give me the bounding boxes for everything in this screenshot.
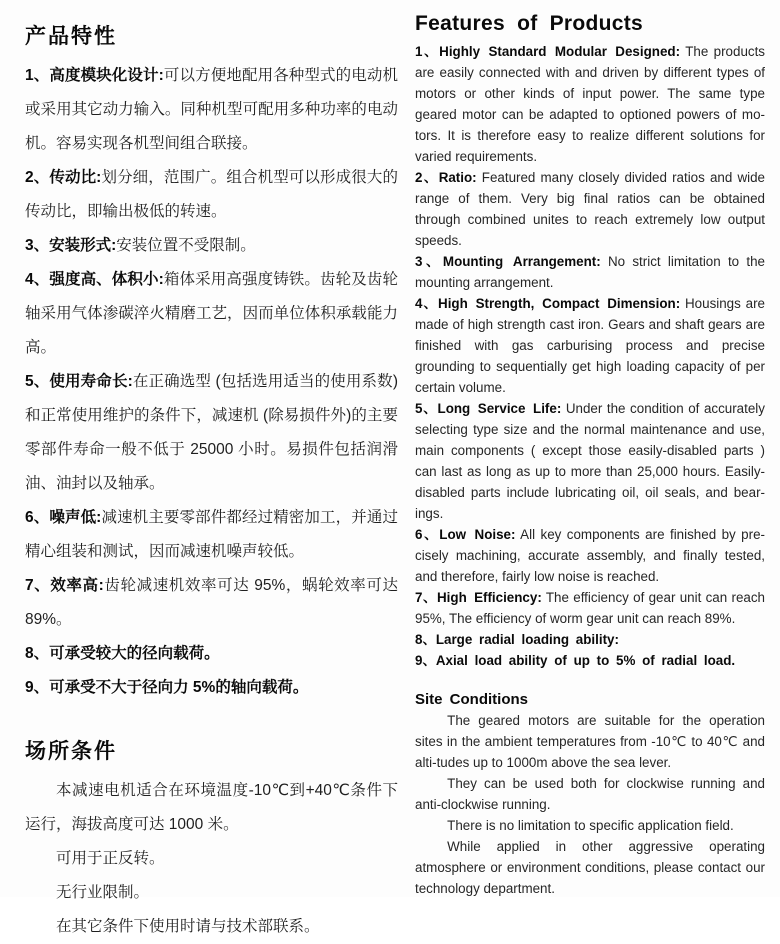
feature-text-zh-5: 在正确选型 (包括选用适当的使用系数)和正常使用维护的条件下，减速机 (除易损件外)的主要零部件寿命一般不低于 25000 小时。易损件包括润滑油、油封以及轴承。 <box>25 373 398 492</box>
feature-label-en-6: 6、Low Noise: <box>415 527 516 542</box>
feature-text-en-2: Featured many closely divided ratios and wide range of them. Very big final ratios can be obtained through combined unites to reach extremely low output speeds. <box>415 170 765 248</box>
page-title-en: Features of Products <box>415 12 644 35</box>
feature-item-en-1 <box>415 41 765 167</box>
feature-item-zh-3 <box>25 229 398 263</box>
feature-text-zh-1: 可以方便地配用各种型式的电动机或采用其它动力输入。同种机型可配用多种功率的电动机。容易实现各机型间组合联接。 <box>25 67 398 152</box>
site-paragraph-en-3: There is no limitation to specific application field. <box>447 818 734 833</box>
feature-label-zh-3: 3、安装形式: <box>25 237 117 254</box>
feature-text-zh-6: 减速机主要零部件都经过精密加工，并通过精心组装和测试，因而减速机噪声较低。 <box>25 509 398 560</box>
site-paragraph-zh-2: 可用于正反转。 <box>56 850 165 867</box>
site-paragraph-en-4: While applied in other aggressive operating atmosphere or environment conditions, please contact our technology department. <box>415 839 765 896</box>
feature-item-zh-9 <box>25 671 398 705</box>
feature-label-en-9: 9、Axial load ability of up to 5% of radial load. <box>415 653 736 668</box>
site-paragraph-en-2: They can be used both for clockwise running and anti-clockwise running. <box>415 776 765 812</box>
feature-label-en-2: 2、Ratio: <box>415 170 477 185</box>
site-conditions-title-zh: 场所条件 <box>25 740 117 763</box>
feature-label-en-3: 3、Mounting Arrangement: <box>415 254 601 269</box>
feature-text-en-5: Under the condition of accurately selecting type size and the normal maintenance and use, main components ( except those easily-disabled parts ) can last as long as up to more than 25,000 hours. Easily-disabled parts include lubricating oil, oil seals, and bear-ings. <box>415 401 765 521</box>
feature-item-en-2 <box>415 167 765 251</box>
feature-text-en-4: Housings are made of high strength cast iron. Gears and shaft gears are finished with gas carburising process and precise grounding to sequentially get high loading capacity of per certain volume. <box>415 296 765 395</box>
feature-item-en-4 <box>415 293 765 398</box>
feature-label-en-5: 5、Long Service Life: <box>415 401 562 416</box>
site-paragraph-zh-4: 在其它条件下使用时请与技术部联系。 <box>56 918 320 935</box>
feature-item-en-6 <box>415 524 765 587</box>
site-conditions-title-en: Site Conditions <box>415 691 528 708</box>
feature-label-zh-9: 9、可承受不大于径向力 5%的轴向载荷。 <box>25 679 309 696</box>
feature-text-zh-7: 齿轮减速机效率可达 95%，蜗轮效率可达 89%。 <box>25 577 398 628</box>
feature-text-en-3: No strict limitation to the mounting arrangement. <box>415 254 765 290</box>
feature-text-zh-3: 安装位置不受限制。 <box>116 237 256 254</box>
feature-label-en-1: 1、Highly Standard Modular Designed: <box>415 44 681 59</box>
site-paragraph-zh-3: 无行业限制。 <box>56 884 150 901</box>
feature-item-en-5 <box>415 398 765 524</box>
feature-text-en-6: All key components are finished by pre-cisely machining, accurate assembly, and finally tested, and therefore, fairly low noise is reached. <box>415 527 765 584</box>
feature-item-zh-1 <box>25 59 398 161</box>
feature-item-en-3 <box>415 251 765 293</box>
feature-text-en-1: The products are easily connected with and driven by different types of motors or other kinds of input power. The same type geared motor can be adapted to optioned powers of mo-tors. It is therefore easy to realize different solutions for varied requirements. <box>415 44 765 164</box>
feature-item-zh-6 <box>25 501 398 569</box>
feature-item-zh-7 <box>25 569 398 637</box>
feature-label-zh-1: 1、高度模块化设计: <box>25 67 164 84</box>
feature-item-en-7 <box>415 587 765 629</box>
feature-text-zh-4: 箱体采用高强度铸铁。齿轮及齿轮轴采用气体渗碳淬火精磨工艺，因而单位体积承载能力高。 <box>25 271 398 356</box>
feature-label-zh-5: 5、使用寿命长: <box>25 373 133 390</box>
feature-label-zh-7: 7、效率高: <box>25 577 104 594</box>
site-paragraph-en-1: The geared motors are suitable for the operation sites in the ambient temperatures from -10℃ to 40℃ and alti-tudes up to 1000m above the sea lever. <box>415 713 765 770</box>
feature-label-en-7: 7、High Efficiency: <box>415 590 542 605</box>
feature-label-zh-2: 2、传动比: <box>25 169 102 186</box>
feature-item-zh-2 <box>25 161 398 229</box>
feature-item-zh-5 <box>25 365 398 501</box>
feature-label-zh-8: 8、可承受较大的径向载荷。 <box>25 645 220 662</box>
feature-label-en-4: 4、High Strength, Compact Dimension: <box>415 296 681 311</box>
chinese-column <box>25 12 398 935</box>
feature-item-zh-8 <box>25 637 398 671</box>
feature-label-zh-6: 6、噪声低: <box>25 509 102 526</box>
feature-text-zh-2: 划分细，范围广。组合机型可以形成很大的传动比，即输出极低的转速。 <box>25 169 398 220</box>
feature-text-en-7: The efficiency of gear unit can reach 95%, The efficiency of worm gear unit can reach 89%. <box>415 590 766 626</box>
feature-label-zh-4: 4、强度高、体积小: <box>25 271 164 288</box>
feature-item-en-8 <box>415 629 765 650</box>
feature-item-en-9 <box>415 650 765 671</box>
english-column <box>415 12 765 897</box>
feature-label-en-8: 8、Large radial loading ability: <box>415 632 619 647</box>
site-paragraph-zh-1: 本减速电机适合在环境温度-10℃到+40℃条件下运行，海拔高度可达 1000 米。 <box>25 782 398 833</box>
feature-item-zh-4 <box>25 263 398 365</box>
page-title-zh: 产品特性 <box>25 25 117 48</box>
